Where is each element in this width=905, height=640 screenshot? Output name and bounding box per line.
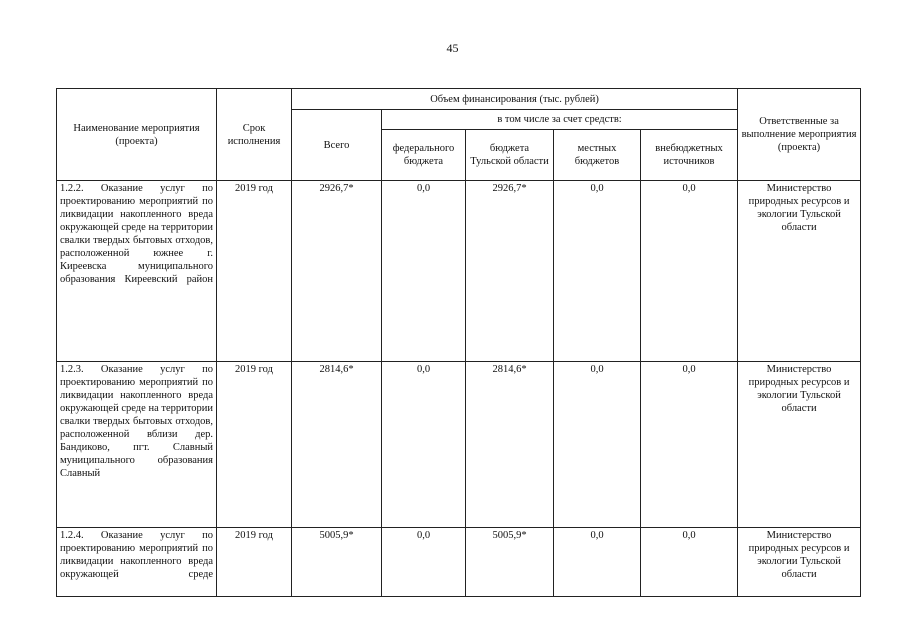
row-term: 2019 год — [217, 181, 292, 362]
funding-table — [56, 88, 861, 597]
row-responsible: Министерство природных ресурсов и экологии Тульской области — [738, 181, 861, 362]
table-row — [57, 362, 861, 528]
header-term: Срок исполнения — [217, 89, 292, 181]
row-local: 0,0 — [554, 528, 641, 597]
row-responsible: Министерство природных ресурсов и экологии Тульской области — [738, 528, 861, 597]
row-local: 0,0 — [554, 181, 641, 362]
row-local: 0,0 — [554, 362, 641, 528]
header-regional: бюджета Тульской области — [466, 130, 554, 181]
row-federal: 0,0 — [382, 362, 466, 528]
header-funding: Объем финансирования (тыс. рублей) — [292, 89, 738, 110]
row-total: 5005,9* — [292, 528, 382, 597]
row-federal: 0,0 — [382, 528, 466, 597]
page-number: 45 — [446, 41, 459, 55]
row-name: 1.2.3. Оказание услуг по проектированию мероприятий по ликвидации накопленного вреда окружающей среде на территории свалки твердых бытовых отходов, расположенной вблизи дер. Бандиково, пгт. Славный муниципального образования Славный — [57, 362, 217, 528]
row-total: 2814,6* — [292, 362, 382, 528]
row-regional: 5005,9* — [466, 528, 554, 597]
row-total: 2926,7* — [292, 181, 382, 362]
table-row — [57, 528, 861, 597]
header-extra: внебюджетных источников — [641, 130, 738, 181]
row-extra: 0,0 — [641, 528, 738, 597]
row-extra: 0,0 — [641, 362, 738, 528]
row-responsible: Министерство природных ресурсов и экологии Тульской области — [738, 362, 861, 528]
row-regional: 2814,6* — [466, 362, 554, 528]
header-name: Наименование мероприятия (проекта) — [57, 89, 217, 181]
row-name: 1.2.2. Оказание услуг по проектированию мероприятий по ликвидации накопленного вреда окружающей среде на территории свалки твердых бытовых отходов, расположенной южнее г. Киреевска муниципального образования Киреевский район — [57, 181, 217, 362]
header-local: местных бюджетов — [554, 130, 641, 181]
header-total: Всего — [292, 110, 382, 181]
row-federal: 0,0 — [382, 181, 466, 362]
header-including: в том числе за счет средств: — [382, 110, 738, 130]
header-responsible: Ответственные за выполнение мероприятия (проекта) — [738, 89, 861, 181]
row-regional: 2926,7* — [466, 181, 554, 362]
row-extra: 0,0 — [641, 181, 738, 362]
row-term: 2019 год — [217, 528, 292, 597]
table-row — [57, 181, 861, 362]
row-name: 1.2.4. Оказание услуг по проектированию мероприятий по ликвидации накопленного вреда окружающей среде — [57, 528, 217, 597]
row-term: 2019 год — [217, 362, 292, 528]
header-federal: федерального бюджета — [382, 130, 466, 181]
